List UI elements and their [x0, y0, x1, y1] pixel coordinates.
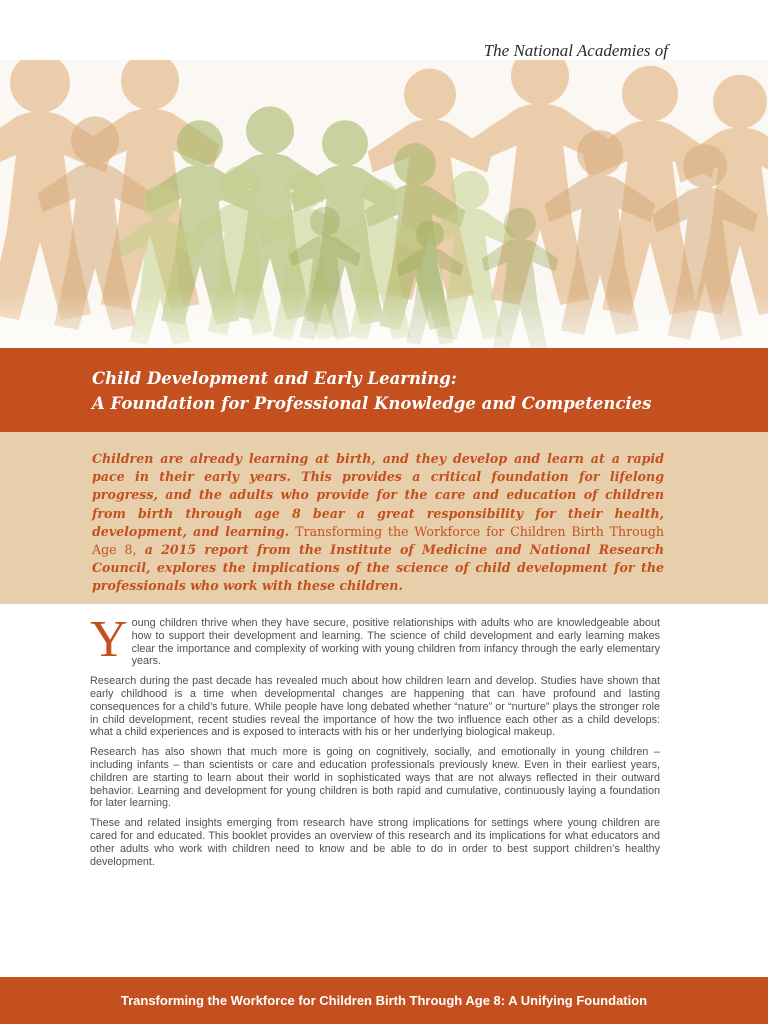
- body-paragraph-3: Research has also shown that much more is going on cognitively, socially, and emotionally in young children – including infants – than scientists or care and education professionals previously knew. Even in their earliest years, children are starting to learn about their world in sophisticated ways that are not always reflected in their outward behavior. Learning and development for young children is both rapid and cumulative, continuously laying a foundation for later learning.: [90, 746, 660, 810]
- body-paragraph-2: Research during the past decade has revealed much about how children learn and develop. Studies have shown that early childhood is a time when developmental changes are happening that can have profound and lasting consequences for a child’s future. While people have long debated whether “nature” or “nurture” plays the stronger role in child development, recent studies reveal the importance of how the two influence each other as a child develops: what a child experiences and is exposed to interacts with his or her underlying biological makeup.: [90, 675, 660, 739]
- body-paragraph-4: These and related insights emerging from research have strong implications for settings where young children are cared for and educated. This booklet provides an overview of this research and its implications for what educators and other adults who work with children need to know and be able to do in order to best support children’s healthy development.: [90, 817, 660, 868]
- logo-line-1: The National Academies of: [483, 41, 668, 60]
- hero-paper-dolls-image: [0, 60, 768, 348]
- body-text: [90, 611, 660, 875]
- footer-text: Transforming the Workforce for Children Birth Through Age 8: A Unifying Foundation: [120, 993, 648, 1008]
- intro-paragraph: [92, 450, 664, 596]
- title-line-2: A Foundation for Professional Knowledge and Competencies: [92, 394, 652, 413]
- body-paragraph-1: [90, 611, 660, 668]
- intro-text-1: Children are already learning at birth, and they develop and learn at a rapid pace in their early years. This provides a critical foundation for lifelong progress, and the adults who provide for the care and education of children from birth through age 8 bear a great responsibility for their health, development, and learning.: [92, 451, 664, 539]
- title-banner: [0, 348, 768, 432]
- title-line-1: Child Development and Early Learning:: [92, 369, 457, 388]
- drop-cap: Y: [90, 611, 128, 668]
- report-title: Transforming the Workforce for Children Birth Through Age 8,: [92, 523, 664, 558]
- footer-banner: [0, 977, 768, 1024]
- intro-panel: [0, 432, 768, 604]
- document-title: [92, 366, 651, 416]
- body-paragraph-1-text: oung children thrive when they have secure, positive relationships with adults who are knowledgeable about how to support their development and learning. The science of child development and early learning makes clear the importance and complexity of working with young children from infancy through the early elementary years.: [131, 617, 660, 668]
- intro-text-2: a 2015 report from the Institute of Medicine and National Research Council, explores the implications of the science of child development for the professionals who work with these children.: [92, 542, 664, 594]
